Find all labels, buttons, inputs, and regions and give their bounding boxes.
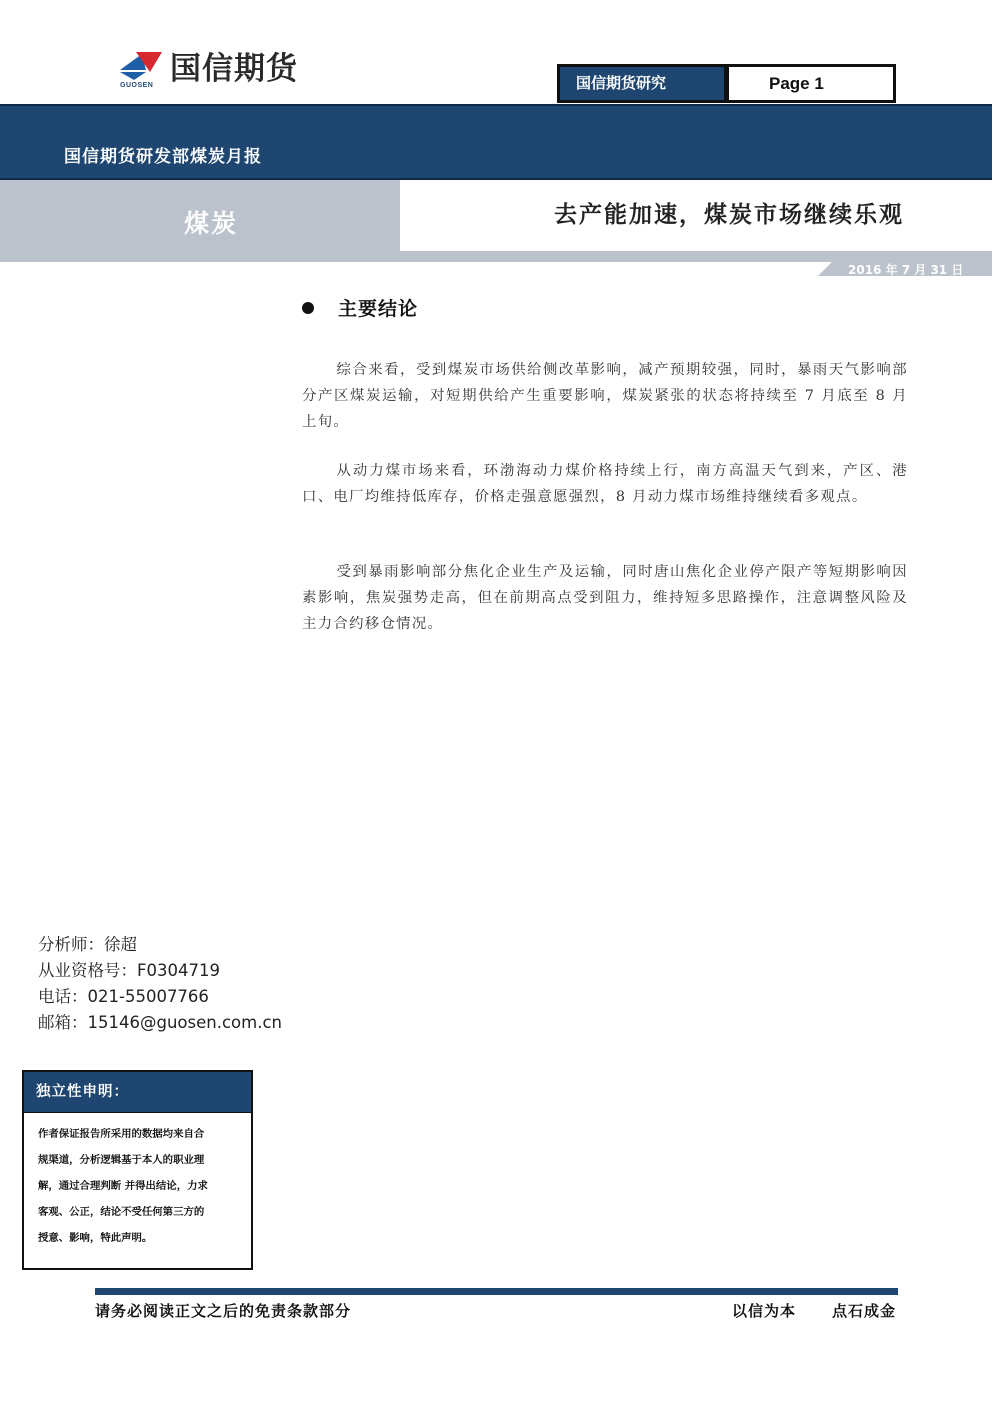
declaration-line: 授意、影响，特此声明。 — [38, 1232, 153, 1244]
department-title: 国信期货研发部煤炭月报 — [64, 147, 262, 167]
report-title: 去产能加速，煤炭市场继续乐观 — [554, 202, 904, 228]
title-underline-strip — [400, 251, 992, 262]
analyst-phone: 电话：021-55007766 — [38, 987, 209, 1006]
bullet-icon — [302, 302, 314, 314]
slogan-2: 点石成金 — [831, 1302, 896, 1320]
disclaimer-notice: 请务必阅读正文之后的免责条款部分 — [95, 1302, 352, 1320]
guosen-logo-icon — [116, 48, 166, 92]
research-label-box: 国信期货研究 — [557, 64, 727, 103]
footer-slogans — [732, 1300, 896, 1321]
section-heading — [302, 294, 418, 321]
logo-subtext: GUOSEN — [120, 82, 154, 89]
department-banner — [0, 104, 992, 180]
footer-divider — [95, 1288, 898, 1295]
declaration-body — [22, 1112, 253, 1270]
conclusion-paragraph: 综合来看，受到煤炭市场供给侧改革影响，减产预期较强，同时，暴雨天气影响部分产区煤炭运输，对短期供给产生重要影响，煤炭紧张的状态将持续至 7 月底至 8 月上旬。 — [302, 362, 908, 430]
company-logo — [116, 48, 298, 92]
declaration-title: 独立性申明： — [22, 1070, 253, 1112]
conclusion-paragraph: 从动力煤市场来看，环渤海动力煤价格持续上行，南方高温天气到来，产区、港口、电厂均维持低库存，价格走强意愿强烈，8 月动力煤市场维持继续看多观点。 — [302, 463, 908, 505]
analyst-info — [38, 932, 282, 1036]
category-label: 煤炭 — [184, 209, 239, 238]
declaration-line: 解，通过合理判断 并得出结论，力求 — [38, 1180, 208, 1192]
analyst-email[interactable]: 邮箱：15146@guosen.com.cn — [38, 1013, 282, 1032]
slogan-1: 以信为本 — [731, 1302, 796, 1320]
declaration-line: 作者保证报告所采用的数据均来自合 — [38, 1128, 205, 1140]
page-number-box: Page 1 — [726, 64, 896, 103]
conclusion-paragraph: 受到暴雨影响部分焦化企业生产及运输，同时唐山焦化企业停产限产等短期影响因素影响，焦炭强势走高，但在前期高点受到阻力，维持短多思路操作，注意调整风险及主力合约移仓情况。 — [302, 564, 908, 632]
declaration-line: 客观、公正，结论不受任何第三方的 — [38, 1206, 205, 1218]
report-date: 2016 年 7 月 31 日 — [848, 263, 964, 277]
category-panel — [0, 180, 400, 262]
analyst-name: 分析师：徐超 — [38, 935, 137, 954]
declaration-line: 规渠道，分析逻辑基于本人的职业理 — [38, 1154, 205, 1166]
section-title: 主要结论 — [338, 298, 419, 320]
logo-wordmark: 国信期货 — [170, 51, 298, 87]
analyst-license: 从业资格号：F0304719 — [38, 961, 220, 980]
